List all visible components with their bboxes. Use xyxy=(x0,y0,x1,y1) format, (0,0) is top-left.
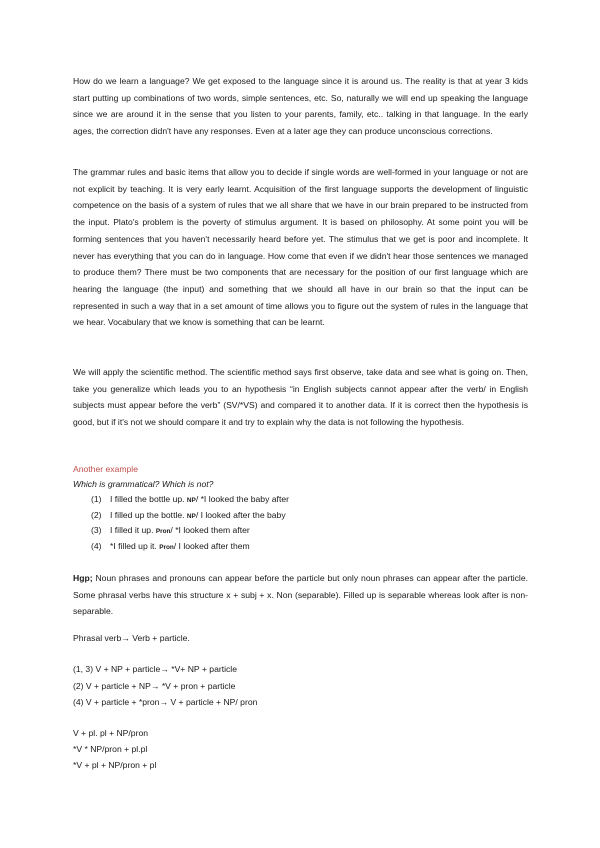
hypothesis-label: Hgp; xyxy=(73,573,93,583)
rule-line: V + pl. pl + NP/pron xyxy=(73,728,148,738)
paragraph-hypothesis xyxy=(73,570,528,620)
example-contrast: / *I looked them after xyxy=(170,525,250,535)
section-heading: Another example xyxy=(73,464,138,474)
paragraph-intro: How do we learn a language? We get exposed to the language since it is around us. The reality is that at year 3 kids start putting up combinations of two words, simple sentences, etc. So, naturally we will end up speaking the language since we are around it in the sense that you listen to your parents, family, etc.. talking in that language. In the early ages, the correction didn't have any responses. Even at a later age they can produce unconscious corrections. xyxy=(73,76,528,137)
example-item xyxy=(91,539,250,555)
hypothesis-text: Noun phrases and pronouns can appear before the particle but only noun phrases can appear after the particle. Some phrasal verbs have this structure x + subj + x. Non (separable). Filled up is separable whereas look after is non-separable. xyxy=(73,573,528,617)
example-number: (4) xyxy=(91,541,102,551)
example-tag: Pron xyxy=(159,544,174,551)
rule-line: (4) V + particle + *pron→ V + particle + NP/ pron xyxy=(73,697,258,707)
rule-phrasal-verb: Phrasal verb→ Verb + particle. xyxy=(73,633,190,643)
paragraph-grammar-rules: The grammar rules and basic items that allow you to decide if single words are well-formed in your language or not are not explicit by teaching. It is very early learnt. Acquisition of the first language supports the development of linguistic competence on the basis of a system of rules that we all share that we have in our brain prepared to be instructed from the input. Plato's problem is the poverty of stimulus argument. It is based on philosophy. At some point you will be forming sentences that you haven't necessarily heard before yet. The stimulus that we get is poor and incomplete. It never has everything that you can do in language. How come that even if we didn't hear those sentences we managed to produce them? There must be two components that are necessary for the position of our first language which are hearing the language (the input) and something that we should all have in our brain so that the input can be represented in such a way that in a set amount of time allows you to figure out the system of rules in the language that we hear. Vocabulary that we know is something that can be learnt. xyxy=(73,167,528,328)
rule-line: (2) V + particle + NP→ *V + pron + particle xyxy=(73,681,236,691)
example-number: (1) xyxy=(91,494,102,504)
rule-line: *V * NP/pron + pl.pl xyxy=(73,744,148,754)
example-number: (3) xyxy=(91,525,102,535)
example-number: (2) xyxy=(91,510,102,520)
rule-line: (1, 3) V + NP + particle→ *V+ NP + particle xyxy=(73,664,237,674)
example-contrast: / I looked after them xyxy=(173,541,250,551)
example-item xyxy=(91,492,289,508)
example-sentence: I filled it up. xyxy=(110,525,154,535)
example-tag: NP xyxy=(186,513,196,520)
example-contrast: / I looked after the baby xyxy=(195,510,286,520)
example-tag: NP xyxy=(186,497,196,504)
section-subheading: Which is grammatical? Which is not? xyxy=(73,479,214,489)
example-sentence: *I filled up it. xyxy=(110,541,157,551)
paragraph-scientific-method: We will apply the scientific method. The scientific method says first observe, take data and see what is going on. Then, take you generalize which leads you to an hypothesis “in English subjects cannot appear after the verb/ in English subjects must appear before the verb” (SV/*VS) and compared it to another data. If it is correct then the hypothesis is good, but if it's not we should compare it and try to explain why the data is not following the hypothesis. xyxy=(73,367,528,428)
example-tag: Pron xyxy=(155,528,171,535)
example-sentence: I filled up the bottle. xyxy=(110,510,185,520)
example-item xyxy=(91,508,286,524)
rule-line: *V + pl + NP/pron + pl xyxy=(73,760,157,770)
example-item xyxy=(91,523,250,539)
example-contrast: / *I looked the baby after xyxy=(195,494,289,504)
example-sentence: I filled the bottle up. xyxy=(110,494,185,504)
